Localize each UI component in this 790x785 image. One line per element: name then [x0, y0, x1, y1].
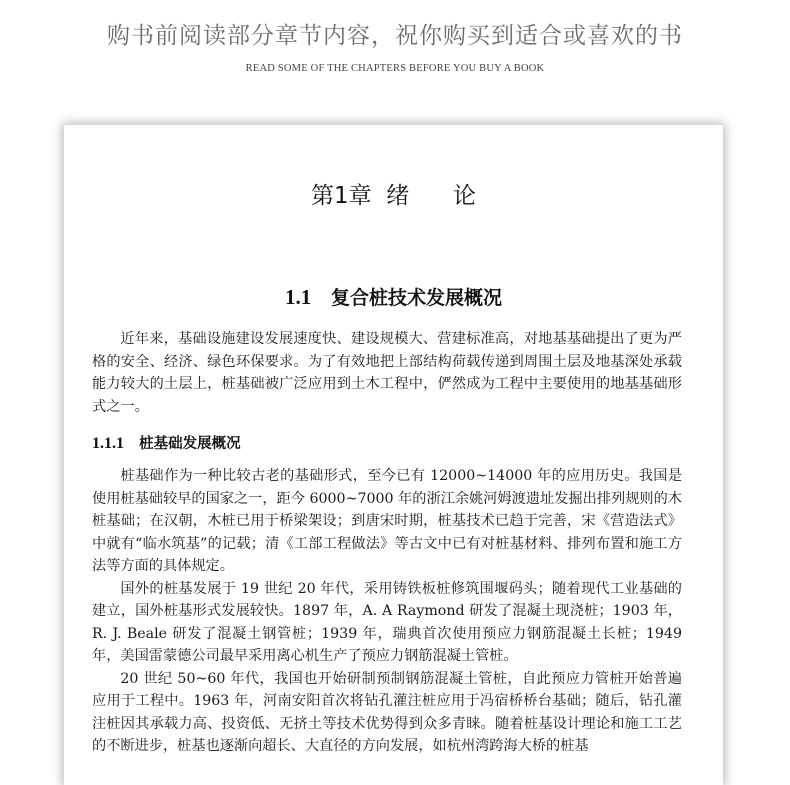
subsection-title: 桩基础发展概况 [139, 436, 241, 452]
section-heading [64, 283, 723, 310]
subsection-heading [92, 432, 241, 453]
banner-title: 购书前阅读部分章节内容，祝你购买到适合或喜欢的书 [107, 23, 683, 49]
paragraph: 国外的桩基发展于 19 世纪 20 年代，采用铸铁板桩修筑围堰码头；随着现代工业基础的建立，国外桩基形式发展较快。1897 年，A. A Raymond 研发了混凝土现浇桩；1903 年，R. J. Beale 研发了混凝土钢管桩；1939 年，瑞典首次使用预应力钢筋混凝土长桩；1949 年，美国雷蒙德公司最早采用离心机生产了预应力钢筋混凝土管桩。 [92, 580, 682, 664]
banner-subtitle: READ SOME OF THE CHAPTERS BEFORE YOU BUY A BOOK [245, 63, 545, 74]
paragraph: 近年来，基础设施建设发展速度快、建设规模大、营建标准高，对地基基础提出了更为严格的安全、经济、绿色环保要求。为了有效地把上部结构荷载传递到周围土层及地基深处承载能力较大的土层上，桩基础被广泛应用到土木工程中，俨然成为工程中主要使用的地基基础形式之一。 [92, 331, 682, 415]
section-number: 1.1 [284, 285, 312, 309]
intro-text [92, 328, 682, 418]
subsection-text [92, 465, 682, 758]
subsection-number: 1.1.1 [92, 435, 124, 452]
chapter-title: 第1章 绪 论 [310, 183, 477, 209]
paragraph: 20 世纪 50~60 年代，我国也开始研制预制钢筋混凝土管桩，自此预应力管桩开始普遍应用于工程中。1963 年，河南安阳首次将钻孔灌注桩应用于冯宿桥桥台基础；随后，钻孔灌注桩因其承载力高、投资低、无挤土等技术优势得到众多青睐。随着桩基设计理论和施工工艺的不断进步，桩基也逐渐向超长、大直径的方向发展，如杭州湾跨海大桥的桩基 [92, 670, 682, 754]
preview-banner [0, 0, 790, 120]
book-page [64, 125, 723, 785]
paragraph: 桩基础作为一种比较古老的基础形式，至今已有 12000~14000 年的应用历史。我国是使用桩基础较早的国家之一，距今 6000~7000 年的浙江余姚河姆渡遗址发掘出排列规则的木桩基础；在汉朝，木桩已用于桥梁架设；到唐宋时期，桩基技术已趋于完善，宋《营造法式》中就有“临水筑基”的记载；清《工部工程做法》等古文中已有对桩基材料、排列布置和施工方法等方面的具体规定。 [92, 468, 682, 574]
section-title: 复合桩技术发展概况 [331, 287, 503, 309]
